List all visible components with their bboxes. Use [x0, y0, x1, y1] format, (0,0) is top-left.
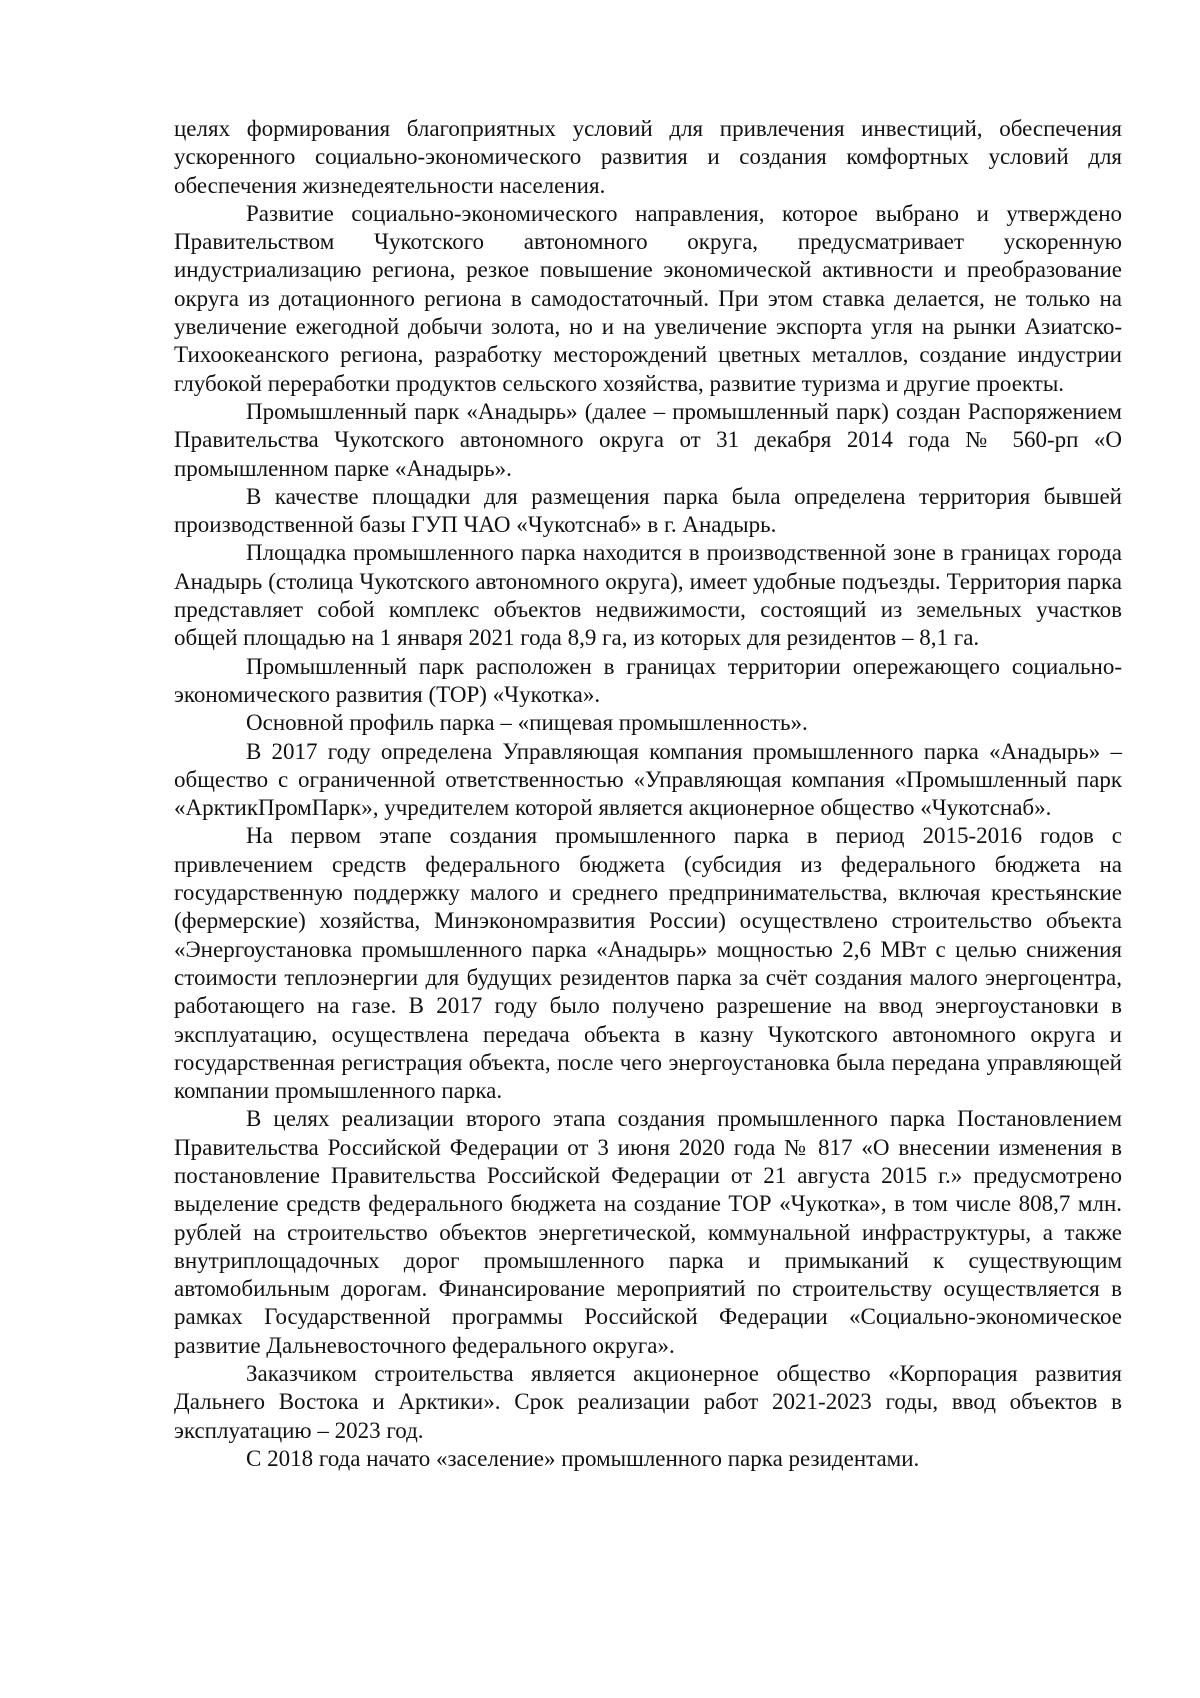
paragraph-construction-customer: Заказчиком строительства является акционерное общество «Корпорация развития Дальнего Востока и Арктики». Срок реализации работ 2021-2023 годы, ввод объектов в эксплуатацию – 2023 год.	[174, 1361, 1122, 1443]
document-body	[174, 115, 1122, 1473]
paragraph-tor-location: Промышленный парк расположен в границах территории опережающего социально-экономического развития (ТОР) «Чукотка».	[174, 653, 1122, 707]
paragraph-park-creation: Промышленный парк «Анадырь» (далее – промышленный парк) создан Распоряжением Правительства Чукотского автономного округа от 31 декабря 2014 года № 560-рп «О промышленном парке «Анадырь».	[174, 398, 1122, 481]
paragraph-second-stage: В целях реализации второго этапа создания промышленного парка Постановлением Правительства Российской Федерации от 3 июня 2020 года № 817 «О внесении изменения в постановление Правительства Российской Федерации от 21 августа 2015 г.» предусмотрено выделение средств федерального бюджета на создание ТОР «Чукотка», в том числе 808,7 млн. рублей на строительство объектов энергетической, коммунальной инфраструктуры, а также внутриплощадочных дорог промышленного парка и примыканий к существующим автомобильным дорогам. Финансирование мероприятий по строительству осуществляется в рамках Государственной программы Российской Федерации «Социально-экономическое развитие Дальневосточного федерального округа».	[174, 1106, 1122, 1358]
paragraph-residents: С 2018 года начато «заселение» промышленного парка резидентами.	[246, 1445, 920, 1471]
paragraph-development-direction: Развитие социально-экономического направления, которое выбрано и утверждено Правительством Чукотского автономного округа, предусматривает ускоренную индустриализацию региона, резкое повышение экономической активности и преобразование округа из дотационного региона в самодостаточный. При этом ставка делается, не только на увеличение ежегодной добычи золота, но и на увеличение экспорта угля на рынки Азиатско-Тихоокеанского региона, разработку месторождений цветных металлов, создание индустрии глубокой переработки продуктов сельского хозяйства, развитие туризма и другие проекты.	[174, 200, 1122, 396]
paragraph-first-stage: На первом этапе создания промышленного парка в период 2015-2016 годов с привлечением средств федерального бюджета (субсидия из федерального бюджета на государственную поддержку малого и среднего предпринимательства, включая крестьянские (фермерские) хозяйства, Минэкономразвития России) осуществлено строительство объекта «Энергоустановка промышленного парка «Анадырь» мощностью 2,6 МВт с целью снижения стоимости теплоэнергии для будущих резидентов парка за счёт создания малого энергоцентра, работающего на газе. В 2017 году было получено разрешение на ввод энергоустановки в эксплуатацию, осуществлена передача объекта в казну Чукотского автономного округа и государственная регистрация объекта, после чего энергоустановка была передана управляющей компании промышленного парка.	[174, 823, 1122, 1104]
paragraph-continuation: целях формирования благоприятных условий для привлечения инвестиций, обеспечения ускоренного социально-экономического развития и создания комфортных условий для обеспечения жизнедеятельности населения.	[174, 116, 1122, 198]
paragraph-site-selection: В качестве площадки для размещения парка была определена территория бывшей производственной базы ГУП ЧАО «Чукотснаб» в г. Анадырь.	[174, 483, 1122, 538]
paragraph-management-company: В 2017 году определена Управляющая компания промышленного парка «Анадырь» – общество с ограниченной ответственностью «Управляющая компания «Промышленный парк «АрктикПромПарк», учредителем которой является акционерное общество «Чукотснаб».	[174, 738, 1122, 821]
paragraph-main-profile: Основной профиль парка – «пищевая промышленность».	[246, 710, 808, 736]
paragraph-site-description: Площадка промышленного парка находится в производственной зоне в границах города Анадырь (столица Чукотского автономного округа), имеет удобные подъезды. Территория парка представляет собой комплекс объектов недвижимости, состоящий из земельных участков общей площадью на 1 января 2021 года 8,9 га, из которых для резидентов – 8,1 га.	[174, 540, 1122, 651]
